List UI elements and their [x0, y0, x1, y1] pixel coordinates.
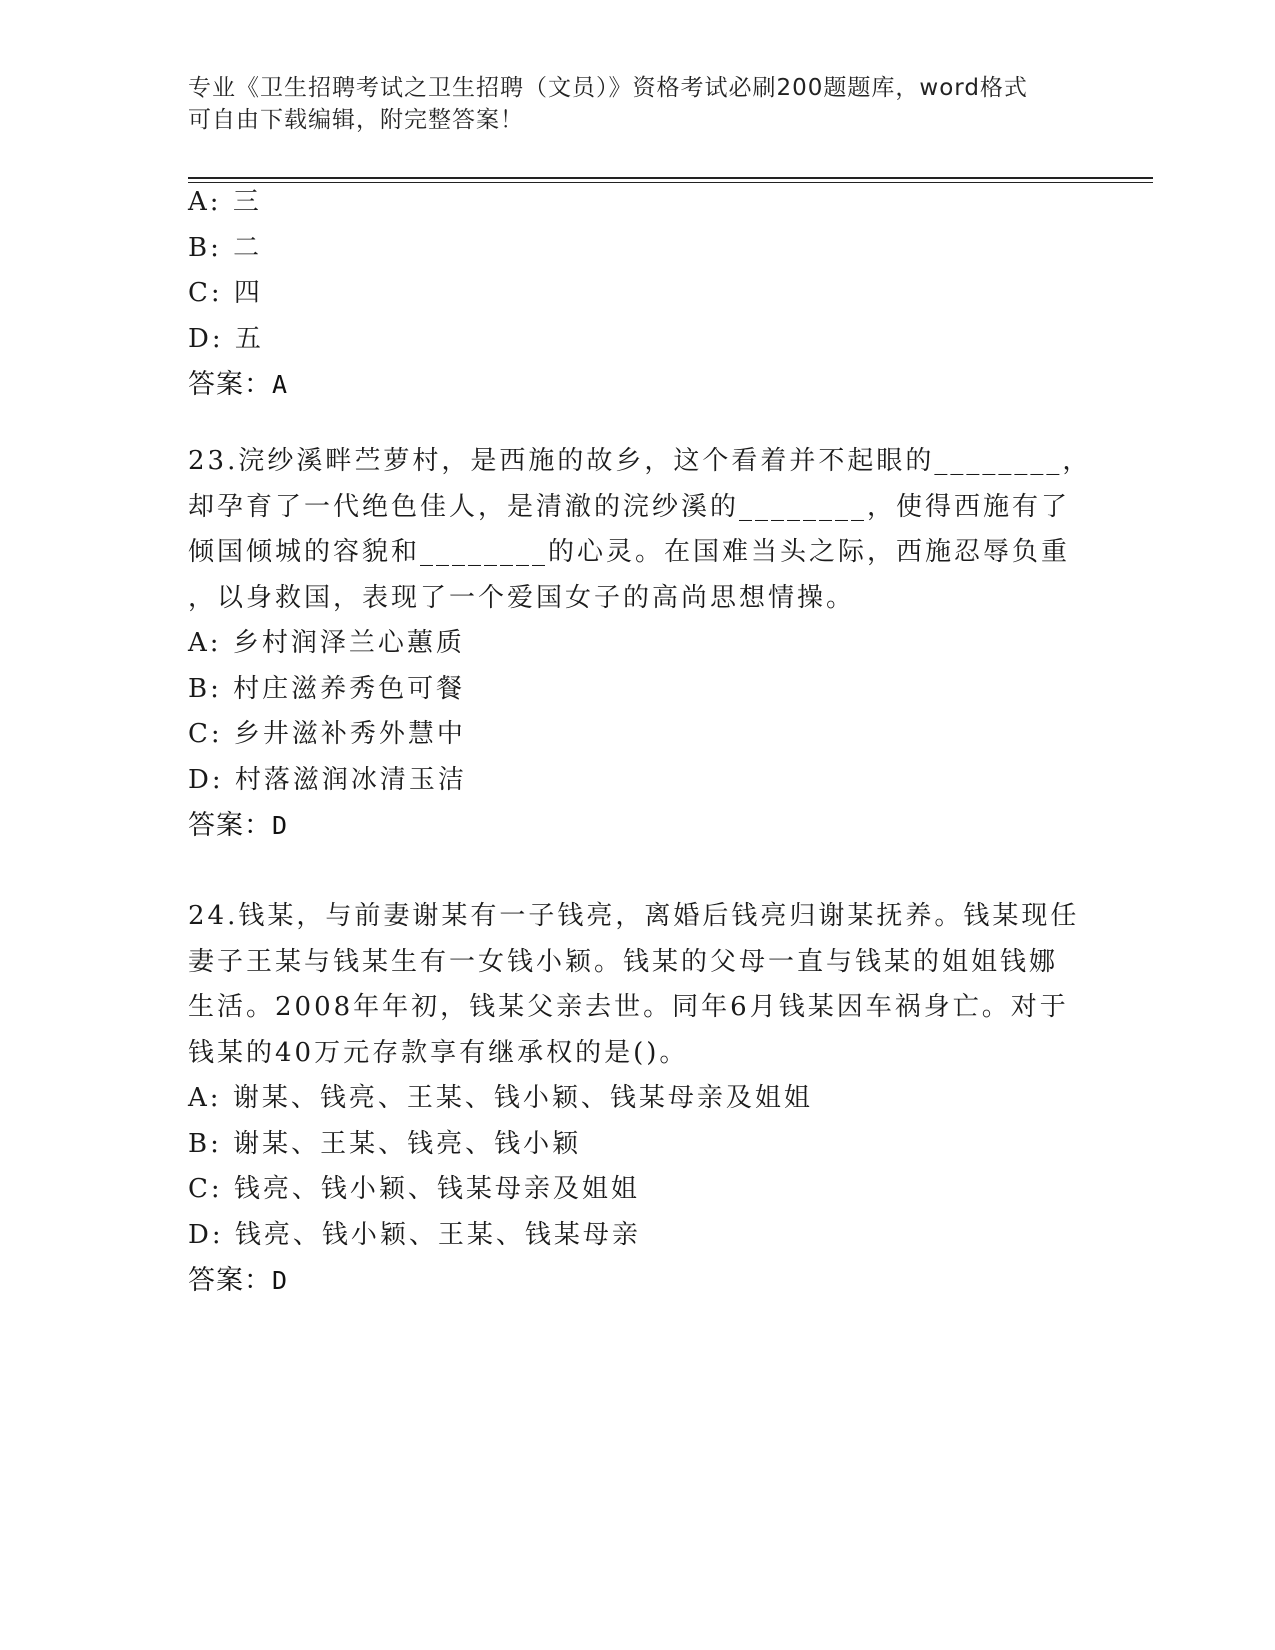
option-text: 谢某、钱亮、王某、钱小颖、钱某母亲及姐姐 [232, 1083, 813, 1113]
document-header [188, 72, 1078, 136]
option-label: D: [188, 323, 224, 354]
question-23 [188, 439, 1092, 849]
option-text: 村落滋润冰清玉洁 [234, 764, 467, 795]
option-text: 钱亮、钱小颖、钱某母亲及姐姐 [233, 1174, 640, 1204]
header-divider-thick [188, 177, 1153, 179]
question-stem-line: 妻子王某与钱某生有一女钱小颖。钱某的父母一直与钱某的姐姐钱娜 [188, 946, 1059, 977]
option-label: D: [188, 764, 224, 795]
answer-label: 答案： [188, 810, 272, 841]
option-label: B: [188, 673, 222, 704]
option-text: 村庄滋养秀色可餐 [233, 673, 466, 704]
option-label: B: [188, 1128, 222, 1159]
option-a [188, 180, 1088, 226]
question-24 [188, 894, 1088, 1304]
option-label: C: [188, 719, 223, 749]
question-stem-line: 生活。2008年年初，钱某父亲去世。同年6月钱某因车祸身亡。对于 [188, 992, 1069, 1022]
header-title-line-1: 专业《卫生招聘考试之卫生招聘（文员）》资格考试必刷200题题库，word格式 [188, 75, 1028, 101]
option-label: C: [188, 278, 223, 308]
option-text: 谢某、王某、钱亮、钱小颖 [233, 1128, 582, 1159]
option-c [188, 712, 1088, 758]
option-c [188, 1167, 1088, 1213]
option-d [188, 317, 1088, 363]
question-stem-line: 却孕育了一代绝色佳人，是清澈的浣纱溪的________，使得西施有了 [188, 491, 1071, 522]
answer-label: 答案： [188, 369, 272, 400]
answer-value: D [272, 811, 289, 840]
option-label: A: [188, 1083, 222, 1113]
question-stem-line: 倾国倾城的容貌和________的心灵。在国难当头之际，西施忍辱负重 [188, 537, 1071, 567]
question-stem-line: 23.浣纱溪畔苎萝村，是西施的故乡，这个看着并不起眼的________， [188, 446, 1092, 476]
option-b [188, 226, 1088, 272]
answer-label: 答案： [188, 1265, 272, 1296]
option-text: 三 [232, 187, 262, 217]
header-title-line-2: 可自由下载编辑，附完整答案！ [188, 107, 524, 133]
option-a [188, 1076, 1088, 1122]
answer-line [188, 362, 1088, 408]
option-text: 钱亮、钱小颖、王某、钱某母亲 [234, 1219, 641, 1250]
option-a [188, 621, 1088, 667]
question-stem-line: 24.钱某，与前妻谢某有一子钱亮，离婚后钱亮归谢某抚养。钱某现任 [188, 901, 1080, 931]
question-stem-line: ，以身救国，表现了一个爱国女子的高尚思想情操。 [188, 582, 856, 613]
option-b [188, 1122, 1088, 1168]
option-d [188, 758, 1088, 804]
answer-line [188, 1258, 1088, 1304]
option-c [188, 271, 1088, 317]
answer-value: D [272, 1266, 289, 1295]
option-b [188, 667, 1088, 713]
option-label: B: [188, 232, 222, 263]
question-22-continued [188, 180, 1088, 408]
answer-line [188, 803, 1088, 849]
answer-value: A [272, 370, 289, 399]
option-label: A: [188, 628, 222, 658]
option-text: 五 [234, 323, 264, 354]
question-stem-line: 钱某的40万元存款享有继承权的是()。 [188, 1037, 689, 1068]
option-label: A: [188, 187, 222, 217]
option-label: D: [188, 1219, 224, 1250]
option-text: 乡村润泽兰心蕙质 [232, 628, 465, 658]
option-text: 四 [233, 278, 263, 308]
option-text: 乡井滋补秀外慧中 [233, 719, 466, 749]
option-text: 二 [233, 232, 263, 263]
option-label: C: [188, 1174, 223, 1204]
option-d [188, 1213, 1088, 1259]
